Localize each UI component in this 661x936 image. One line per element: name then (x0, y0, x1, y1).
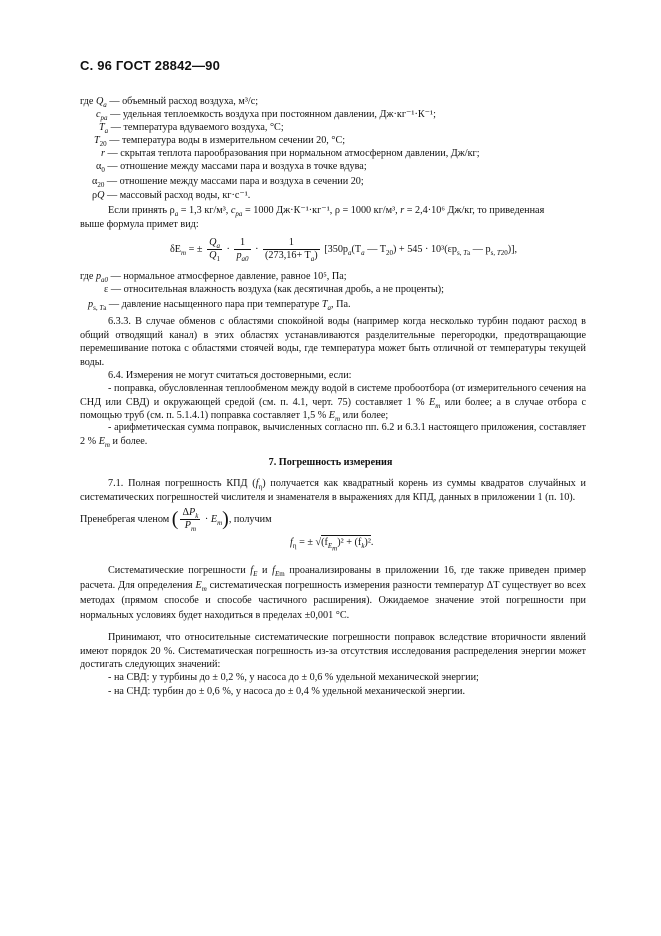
bullet-svd: - на СВД: у турбины до ± 0,2 %, у насоса до ± 0,6 % удельной механической энергии; (108, 672, 479, 683)
definition-line-8: ρQ — массовый расход воды, кг·с⁻¹. (92, 190, 251, 201)
definition-line-4: $T_{20}$ — температура воды в измерительном сечении 20, °С; (94, 135, 346, 149)
paragraph-systematic-errors: Систематические погрешности $f_E$ и $f_{Em}$ проанализированы в приложении 16, где также приведен пример расчета. Для определения $E_m$ систематическая погрешность измерения разности температур ΔT существует во всех методах (прямом способе и способе частичного расширения). Ожидаемое значение этой погрешности при нормальных условиях будет находиться в пределах ±0,001 °С. (80, 565, 587, 621)
assumption-continuation: выше формула примет вид: (80, 219, 199, 230)
section-title-7: 7. Погрешность измерения (268, 457, 393, 468)
page-header: С. 96 ГОСТ 28842—90 (80, 58, 221, 73)
assumption-line: Если принять $\rho_a = 1,3$ кг/м³, $c_{pa} = 1000$ Дж·К⁻¹·кг⁻¹, ρ = 1000 кг/м³, r = 2,4·10⁶ Дж/кг, то приведенная (108, 205, 545, 219)
formula-energy-error: $\delta E_m$ = ± $\frac{Q_a}{Q_1}$ · $\frac{1}{p_{a0}}$ · $\frac{1}{(273,16+ T_a)}$ [$350p_a(T_a$ — $T_{20}) + 545 \cdot 10^3(\varepsilon p_{s, Ta}$ — $p_{s, T20}$)], (170, 237, 518, 264)
paragraph-6-4-item-1: - поправка, обусловленная теплообменом между водой в системе пробоотбора (от измерительного сечения на СНД или СВД) и окружающей средой (см. п. 4.1, черт. 75) составляет 1 % $E_m$ или более; а в случае отбора с помощью труб (см. п. 5.1.4.1) поправка составляет 1,5 % $E_m$ или более; (80, 383, 586, 424)
paragraph-6-4: 6.4. Измерения не могут считаться достоверными, если: (108, 370, 352, 381)
definition-line-5: r — скрытая теплота парообразования при нормальном атмосферном давлении, Дж/кг; (101, 148, 480, 159)
definition-line-3: $T_a$ — температура вдуваемого воздуха, °С; (99, 122, 284, 136)
bullet-snd: - на СНД: турбин до ± 0,6 %, у насоса до ± 0,4 % удельной механической энергии. (108, 686, 466, 697)
definition-line-7: $\alpha_{20}$ — отношение между массами пара и воздуха в сечении 20; (92, 176, 364, 190)
paragraph-7-1: 7.1. Полная погрешность КПД $(f_\eta)$ получается как квадратный корень из суммы квадратов случайных и систематических погрешностей числителя и знаменателя в выражениях для КПД, данных в приложении 1 (п. 10). (80, 478, 586, 503)
paragraph-6-3-3: 6.3.3. В случае обменов с областями спокойной воды (например когда несколько турбин подают расход в общий отводящий канал) в этих областях устанавливаются разделительные перегородки, предотвращающие перемешивание потока с областями стоячей воды, где температура может быть отличной от температуры текущей воды. (80, 316, 586, 368)
definition2-line-1: где $p_{a0}$ — нормальное атмосферное давление, равное 10⁵, Па; (80, 271, 347, 285)
formula-efficiency-error: $f_\eta$ = ± $√(f_{E_m})^2 + (f_k)^2$. (290, 537, 374, 553)
paragraph-assumed-errors: Принимают, что относительные систематические погрешности поправок вследствие вторичности явлений имеют порядок 20 %. Систематическая погрешность из-за отсутствия исследования распределения энергии может достигать следующих значений: (80, 632, 586, 671)
definition-line-2: $c_{pa}$ — удельная теплоемкость воздуха при постоянном давлении, Дж·кг⁻¹·К⁻¹; (96, 109, 436, 123)
definition2-line-2: ε — относительная влажность воздуха (как десятичная дробь, а не проценты); (104, 284, 444, 295)
definition-line-6: $\alpha_0$ — отношение между массами пара и воздуха в точке вдува; (96, 161, 367, 175)
paragraph-6-4-item-2: - арифметическая сумма поправок, вычисленных согласно пп. 6.2 и 6.3.1 настоящего приложения, составляет 2 % $E_m$ и более. (80, 422, 586, 449)
neglect-term-line: Пренебрегая членом ( $\frac{\Delta P_k}{P_m}$ · $E_m$), получим (80, 507, 272, 534)
definition2-line-3: $p_{s, Ta}$ — давление насыщенного пара при температуре $T_a$, Па. (88, 299, 351, 313)
definition-line-1: где $Q_a$ — объемный расход воздуха, м³/с; (80, 96, 259, 110)
